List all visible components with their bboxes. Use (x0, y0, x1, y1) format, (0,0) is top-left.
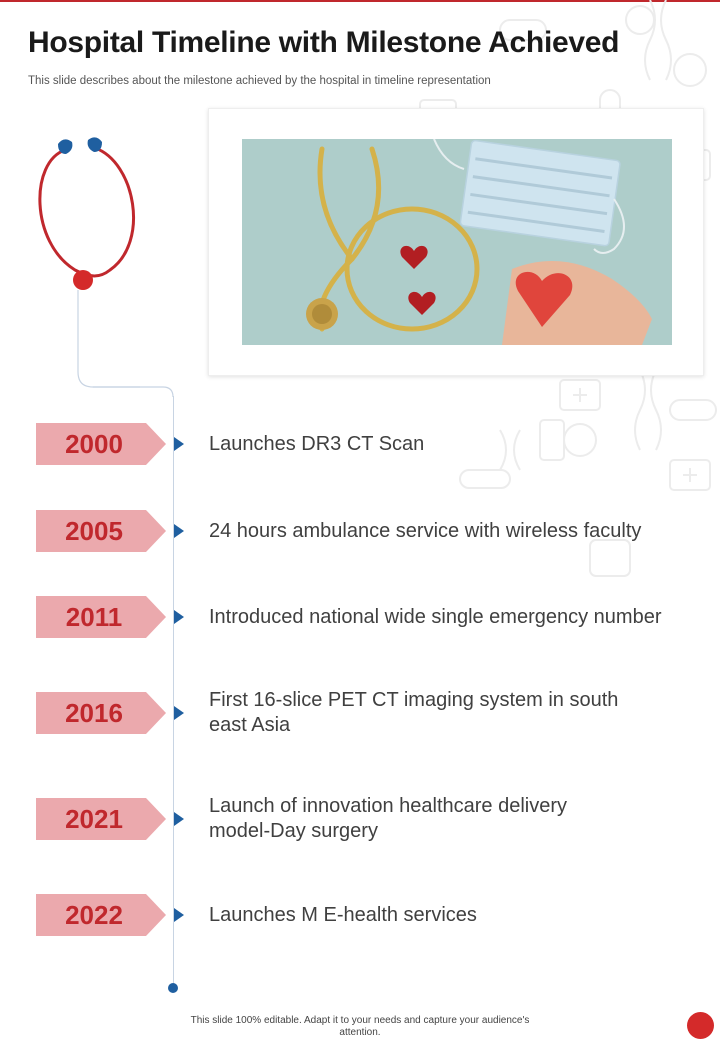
year-tag (36, 423, 166, 465)
milestone-arrow-icon (174, 706, 184, 720)
stethoscope-photo (242, 139, 672, 345)
year-label: 2016 (65, 698, 123, 728)
milestone-arrow-icon (174, 524, 184, 538)
timeline-end-dot (168, 983, 178, 993)
stethoscope-icon (30, 132, 140, 392)
year-tag (36, 894, 166, 936)
milestone-arrow-icon (174, 908, 184, 922)
milestone-text: Introduced national wide single emergency number (209, 606, 662, 628)
year-tag (36, 596, 166, 638)
year-label: 2005 (65, 516, 123, 546)
milestone-arrow-icon (174, 437, 184, 451)
timeline-connector (93, 384, 175, 400)
year-tag (36, 510, 166, 552)
year-label: 2000 (65, 429, 123, 459)
milestone-text: 24 hours ambulance service with wireless faculty (209, 520, 642, 542)
page-subtitle: This slide describes about the milestone achieved by the hospital in timeline representation (28, 75, 491, 87)
year-label: 2011 (65, 602, 123, 632)
page-title: Hospital Timeline with Milestone Achieved (28, 26, 620, 59)
milestone-text: Launch of innovation healthcare delivery model-Day surgery (209, 795, 568, 842)
year-tag (36, 798, 166, 840)
milestone-text: Launches DR3 CT Scan (209, 433, 425, 455)
milestone-text: First 16-slice PET CT imaging system in south east Asia (209, 689, 619, 736)
year-tag (36, 692, 166, 734)
year-label: 2021 (65, 804, 123, 834)
milestone-text: Launches M E-health services (209, 904, 477, 926)
milestone-arrow-icon (174, 610, 184, 624)
photo-frame (208, 108, 704, 376)
year-label: 2022 (65, 900, 123, 930)
footer-note: This slide 100% editable. Adapt it to your needs and capture your audience's attention. (190, 1015, 530, 1038)
footer-red-dot (687, 1012, 714, 1039)
timeline-vertical-line (173, 396, 174, 984)
milestone-arrow-icon (174, 812, 184, 826)
